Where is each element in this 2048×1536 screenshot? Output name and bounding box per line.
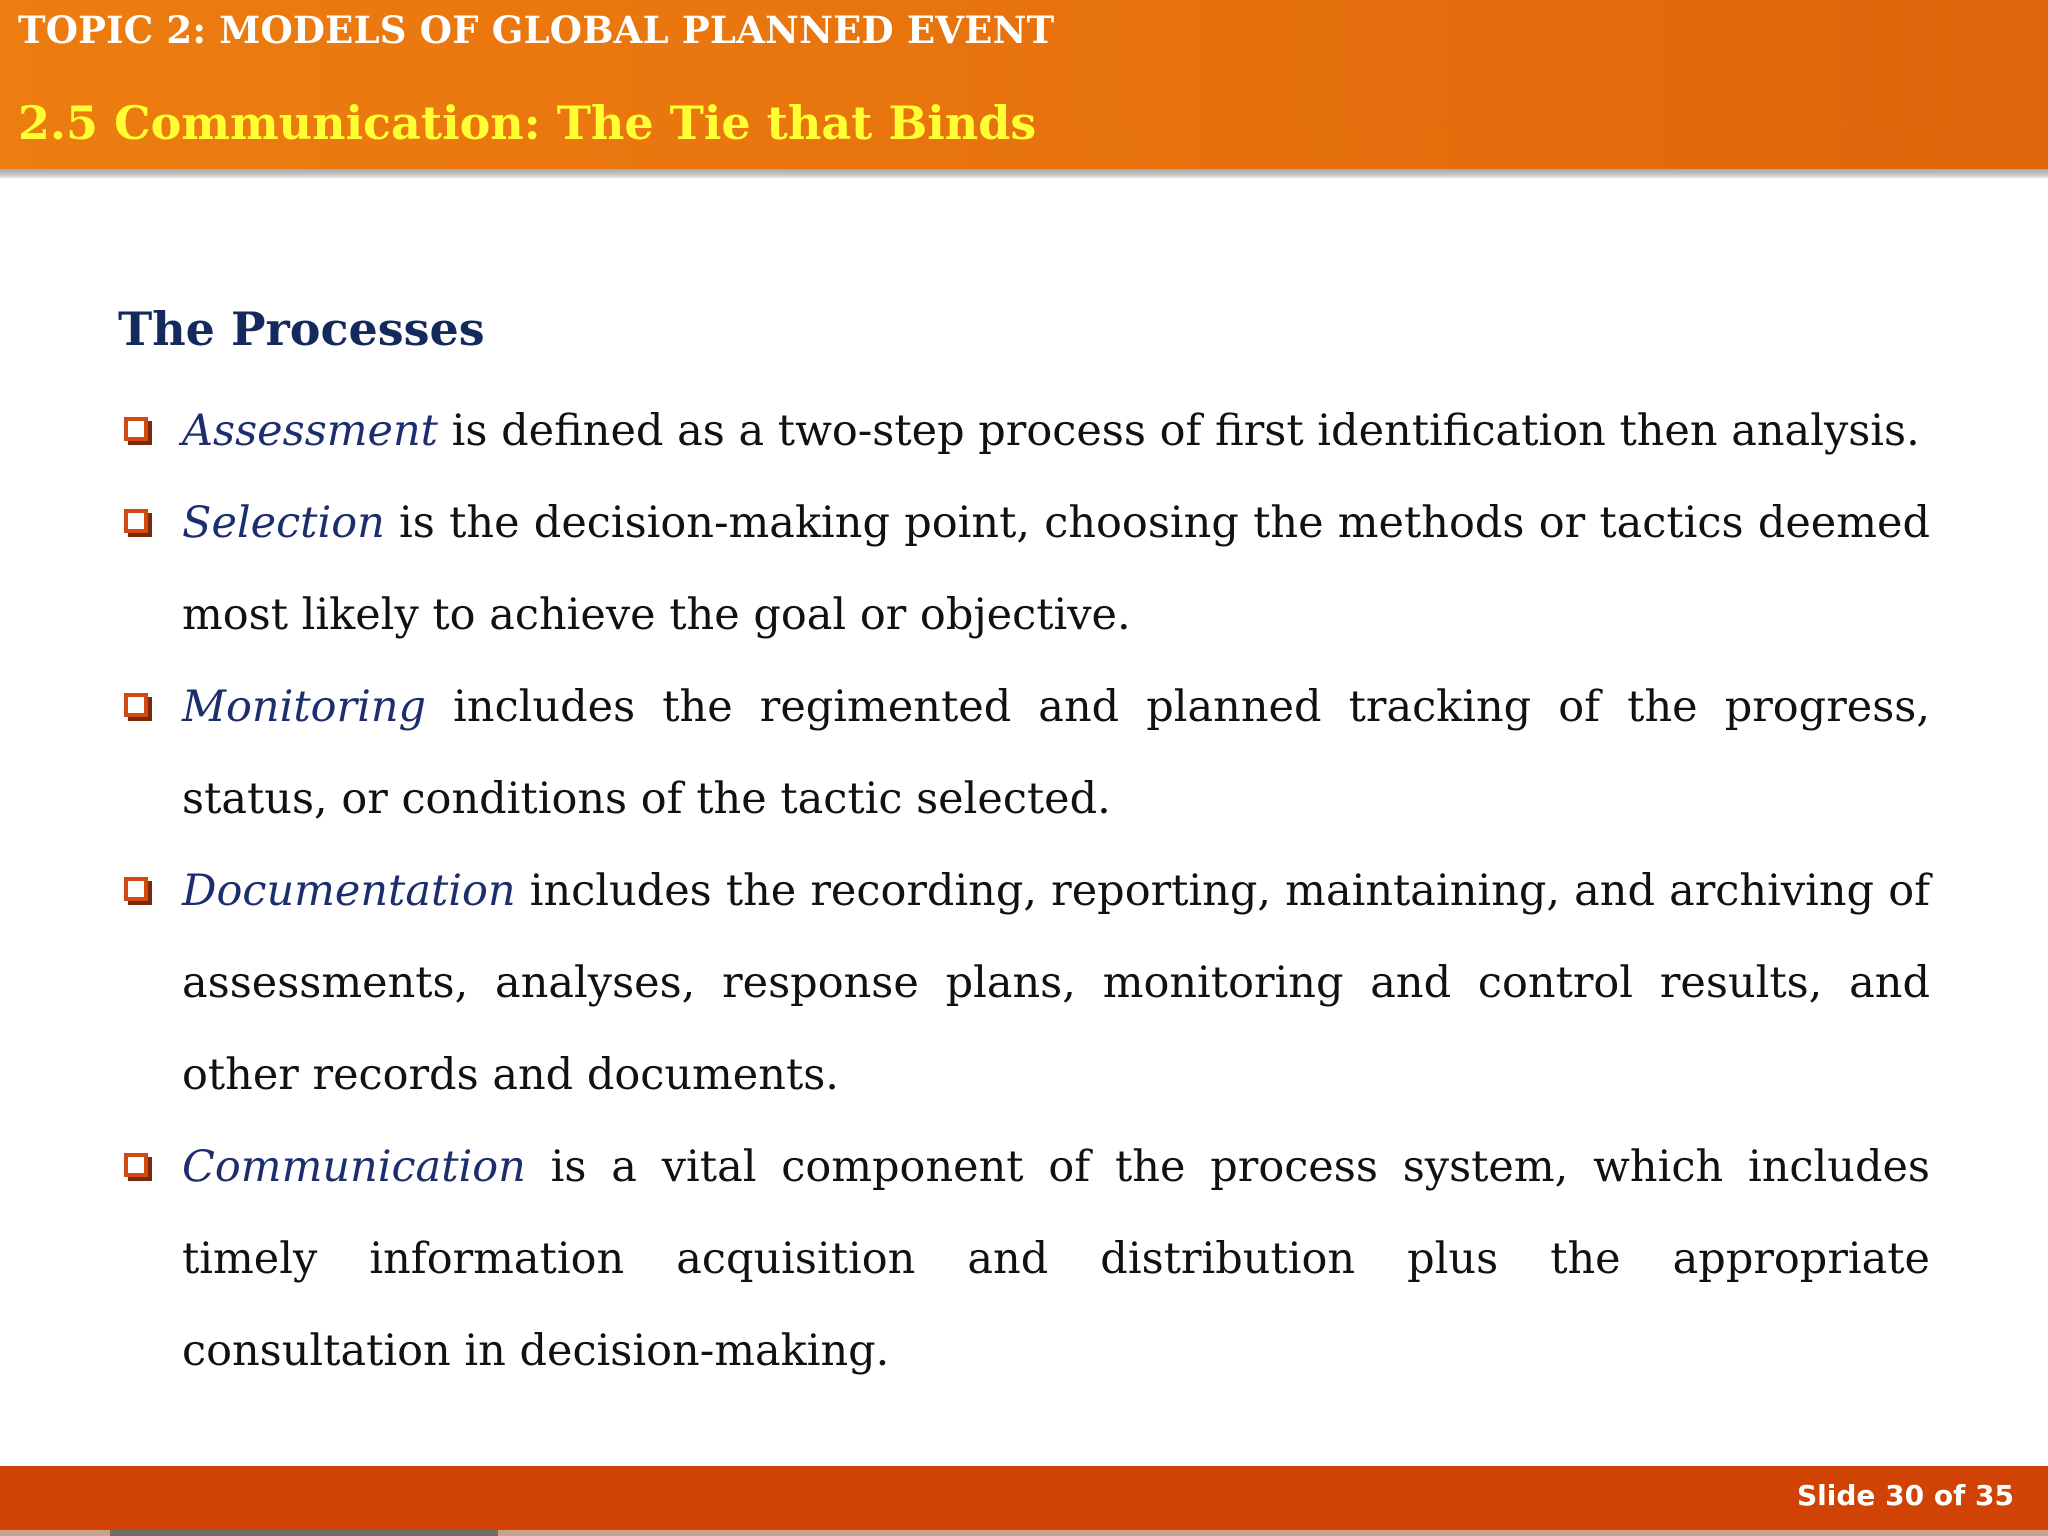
process-list bbox=[118, 385, 1930, 1397]
item-description: is defined as a two-step process of first identification then analysis. bbox=[437, 406, 1920, 456]
list-item-communication bbox=[118, 1121, 1930, 1397]
term-label: Monitoring bbox=[182, 682, 427, 732]
term-label: Assessment bbox=[182, 406, 438, 456]
checkbox-bullet-icon bbox=[124, 877, 148, 901]
term-label: Documentation bbox=[182, 866, 516, 916]
checkbox-bullet-icon bbox=[124, 417, 148, 441]
section-title: 2.5 Communication: The Tie that Binds bbox=[18, 96, 1037, 150]
list-item-assessment bbox=[118, 385, 1930, 477]
item-description: is the decision-making point, choosing the methods or tactics deemed most likely to achieve the goal or objective. bbox=[182, 498, 1930, 640]
term-label: Communication bbox=[182, 1142, 526, 1192]
item-description: includes the regimented and planned tracking of the progress, status, or conditions of the tactic selected. bbox=[182, 682, 1930, 824]
item-description: includes the recording, reporting, maintaining, and archiving of assessments, analyses, response plans, monitoring and control results, and other records and documents. bbox=[182, 866, 1930, 1100]
list-item-documentation bbox=[118, 845, 1930, 1121]
topic-title: TOPIC 2: MODELS OF GLOBAL PLANNED EVENT bbox=[18, 8, 1055, 52]
checkbox-bullet-icon bbox=[124, 693, 148, 717]
footer-strip-accent bbox=[110, 1530, 498, 1536]
checkbox-bullet-icon bbox=[124, 1153, 148, 1177]
slide-number: Slide 30 of 35 bbox=[1797, 1479, 2014, 1512]
item-description: is a vital component of the process system, which includes timely information acquisition and distribution plus the appropriate consultation in decision-making. bbox=[182, 1142, 1930, 1376]
checkbox-bullet-icon bbox=[124, 509, 148, 533]
list-item-selection bbox=[118, 477, 1930, 661]
content-heading: The Processes bbox=[118, 302, 485, 356]
term-label: Selection bbox=[182, 498, 385, 548]
slide-footer bbox=[0, 1466, 2048, 1530]
list-item-monitoring bbox=[118, 661, 1930, 845]
header-divider bbox=[0, 169, 2048, 178]
